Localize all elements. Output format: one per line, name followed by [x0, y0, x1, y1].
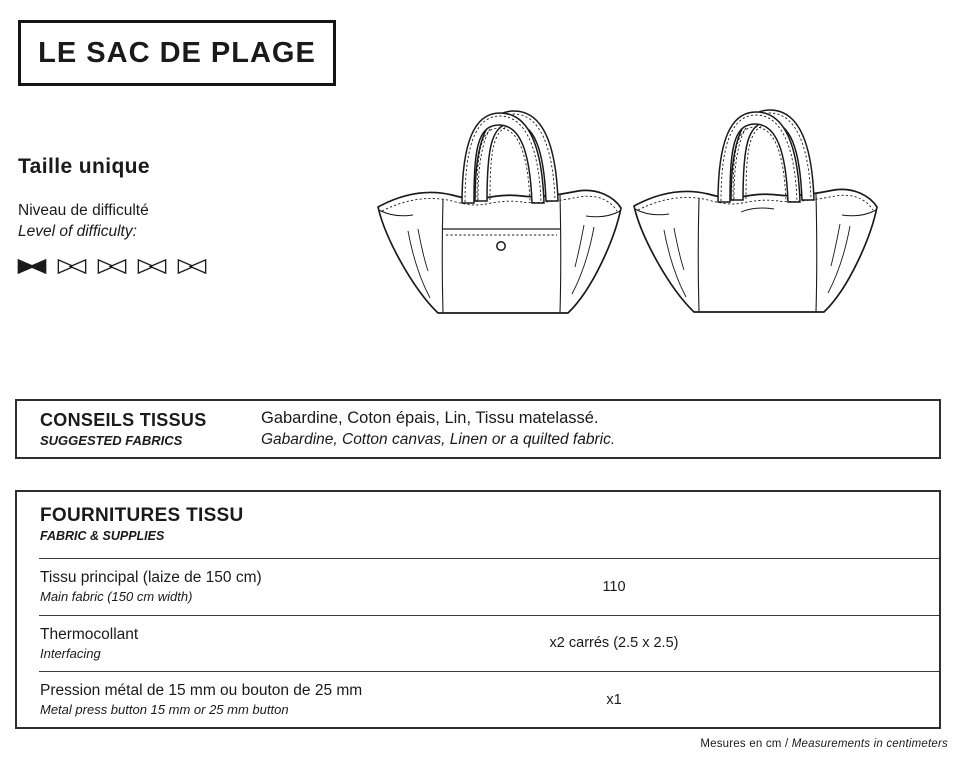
suggested-fabrics-box — [15, 399, 941, 459]
row-value: x1 — [606, 691, 622, 708]
row-label-fr: Pression métal de 15 mm ou bouton de 25 mm — [40, 682, 363, 700]
table-row — [17, 559, 939, 615]
size-label: Taille unique — [18, 155, 150, 178]
measurements-note-separator: / — [781, 738, 792, 750]
difficulty-rating — [17, 257, 207, 276]
bag-back-illustration — [628, 100, 886, 328]
fabrics-value-en: Gabardine, Cotton canvas, Linen or a quilted fabric. — [261, 430, 616, 448]
fabrics-value-fr: Gabardine, Coton épais, Lin, Tissu matelassé. — [261, 409, 599, 428]
press-button-icon — [497, 242, 505, 250]
fabrics-title-en: SUGGESTED FABRICS — [40, 433, 183, 448]
difficulty-bowtie-icon — [57, 257, 87, 276]
difficulty-bowtie-icon — [97, 257, 127, 276]
measurements-note-en: Measurements in centimeters — [791, 738, 948, 750]
table-row — [17, 616, 939, 672]
page-title-box — [18, 20, 336, 86]
row-label-en: Interfacing — [40, 645, 101, 661]
difficulty-bowtie-icon — [137, 257, 167, 276]
row-label-en: Metal press button 15 mm or 25 mm button — [40, 702, 289, 718]
row-value: x2 carrés (2.5 x 2.5) — [549, 635, 679, 652]
row-label-fr: Thermocollant — [40, 625, 139, 643]
row-value: 110 — [602, 578, 626, 595]
difficulty-bowtie-icon — [17, 257, 47, 276]
table-row — [17, 672, 939, 728]
measurements-note — [700, 738, 948, 750]
supplies-table — [15, 490, 941, 729]
bag-front-illustration — [372, 101, 630, 329]
row-label-fr: Tissu principal (laize de 150 cm) — [40, 569, 262, 587]
page-title: LE SAC DE PLAGE — [38, 36, 316, 69]
supplies-title-fr: FOURNITURES TISSU — [40, 505, 244, 526]
difficulty-bowtie-icon — [177, 257, 207, 276]
measurements-note-fr: Mesures en cm — [700, 738, 782, 750]
difficulty-label-fr: Niveau de difficulté — [18, 202, 149, 219]
fabrics-title-fr: CONSEILS TISSUS — [40, 410, 207, 430]
supplies-title-en: FABRIC & SUPPLIES — [40, 529, 165, 543]
difficulty-label-en: Level of difficulty: — [18, 223, 137, 240]
row-label-en: Main fabric (150 cm width) — [40, 589, 193, 605]
